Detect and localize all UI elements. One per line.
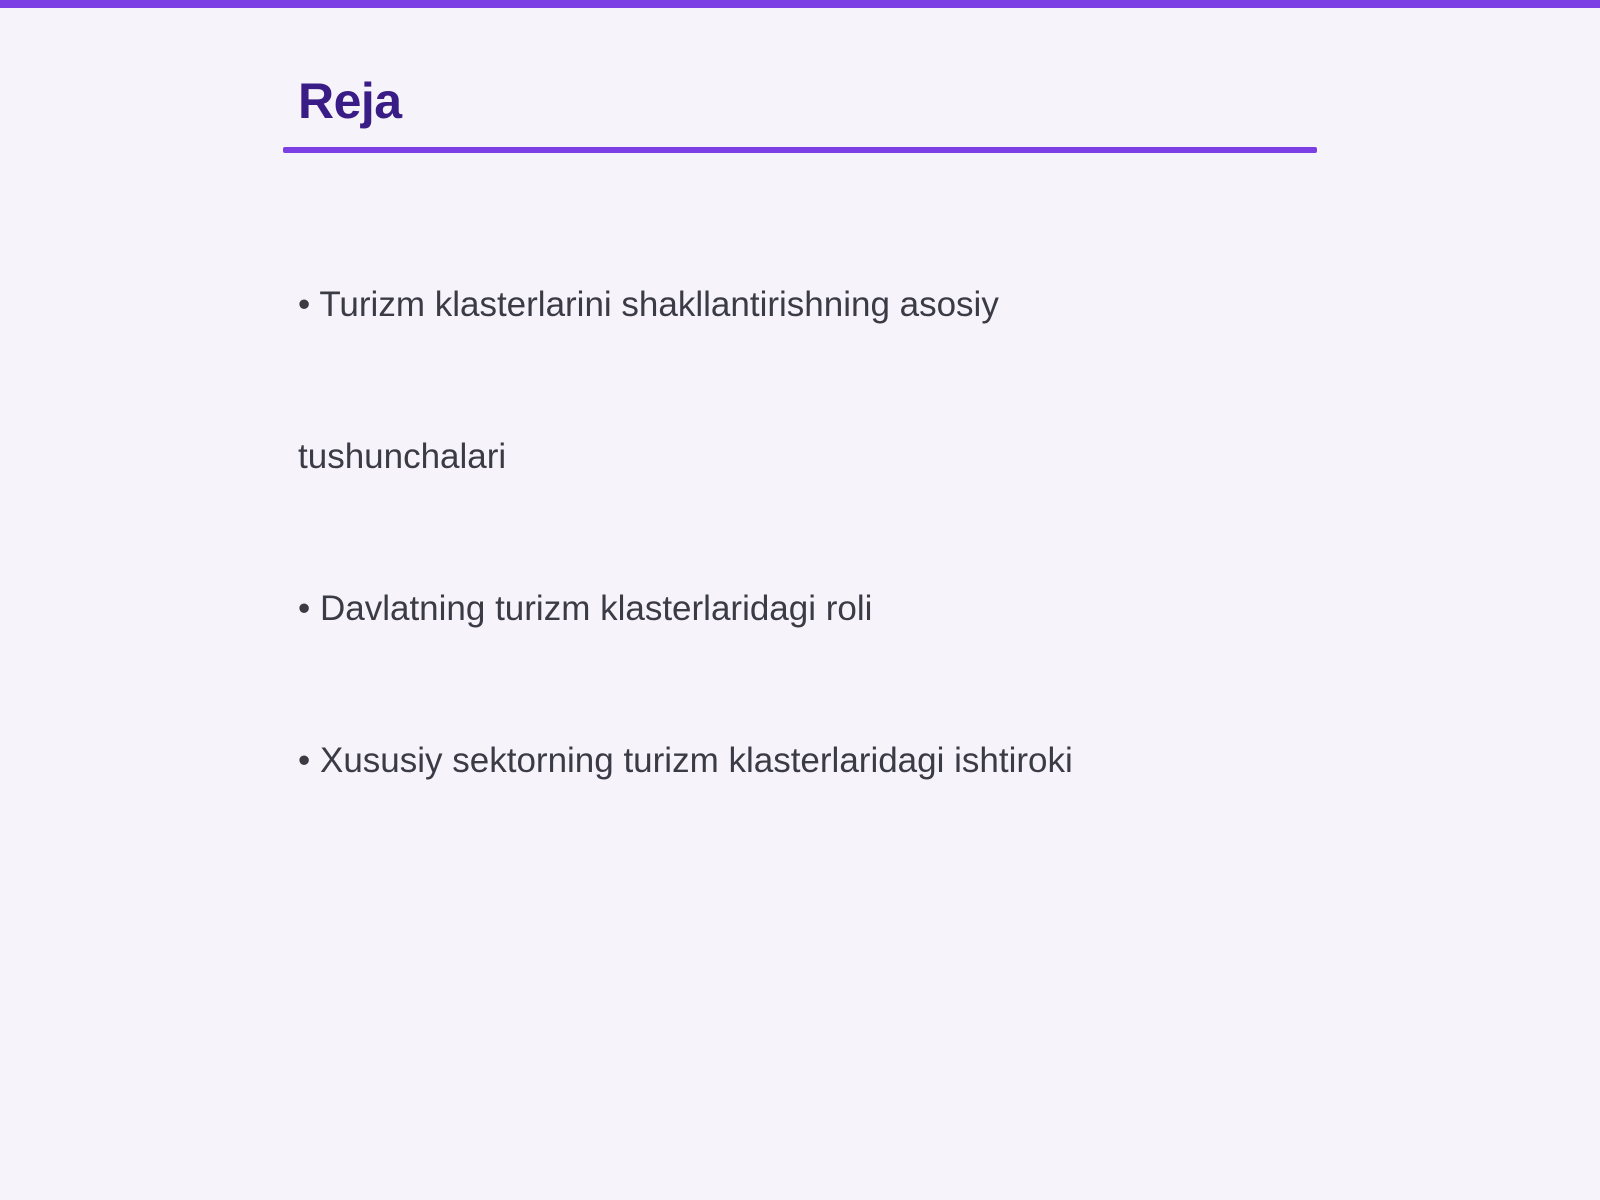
title-underline <box>283 147 1317 153</box>
bullet-item-1: • Turizm klasterlarini shakllantirishning asosiy <box>298 285 999 324</box>
bullet-item-1-continuation: tushunchalari <box>298 437 507 476</box>
top-accent-bar <box>0 0 1600 8</box>
slide-title: Reja <box>298 73 402 129</box>
bullet-item-2: • Davlatning turizm klasterlaridagi roli <box>298 589 873 628</box>
bullet-item-3: • Xususiy sektorning turizm klasterlaridagi ishtiroki <box>298 741 1073 780</box>
